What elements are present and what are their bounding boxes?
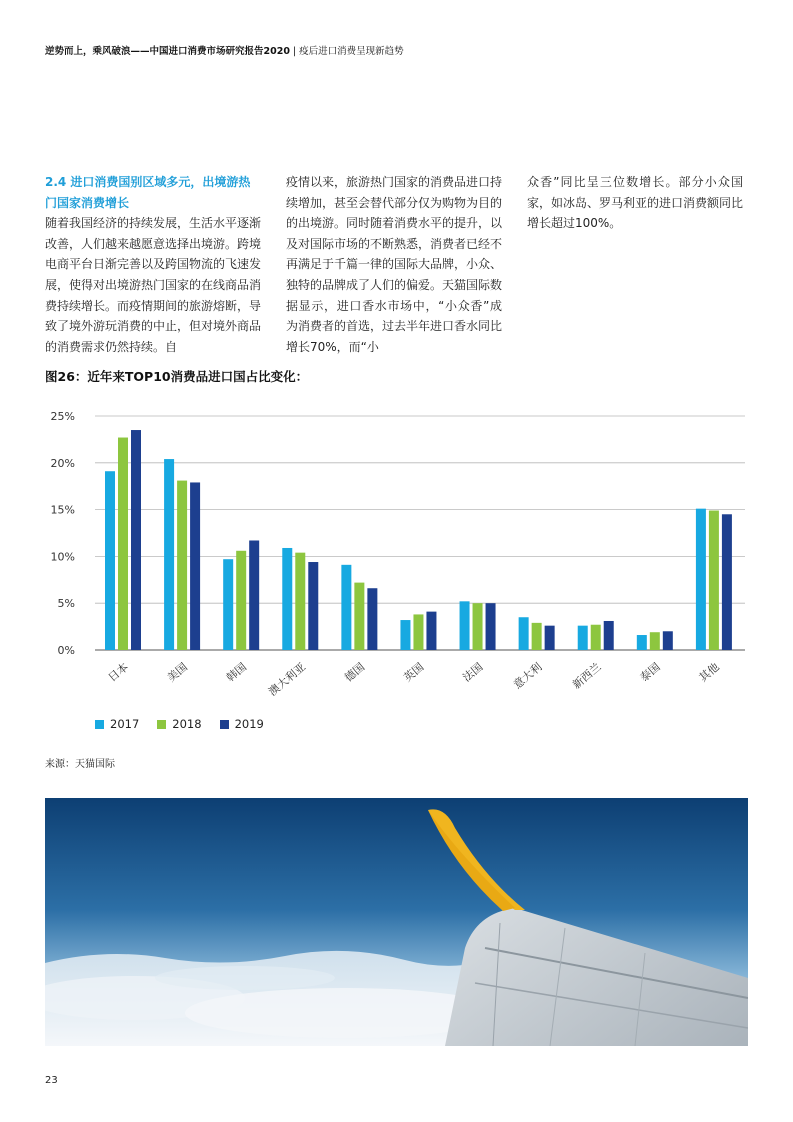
bar-2018 [295, 553, 305, 650]
bar-2018 [709, 511, 719, 650]
bar-2019 [545, 626, 555, 650]
chapter-subtitle: 疫后进口消费呈现新趋势 [299, 46, 404, 57]
bar-2018 [591, 625, 601, 650]
x-category-label: 美国 [164, 660, 191, 685]
bar-2017 [105, 471, 115, 650]
bar-2019 [190, 482, 200, 650]
bar-chart [45, 400, 750, 710]
text-column-3 [527, 172, 743, 234]
bar-2019 [308, 562, 318, 650]
x-category-label: 韩国 [223, 660, 250, 685]
paragraph-col1: 随着我国经济的持续发展，生活水平逐渐改善，人们越来越愿意选择出境游。跨境电商平台日渐完善以及跨国物流的飞速发展，使得对出境游热门国家的在线商品消费持续增长。而疫情期间的旅游熔断，导致了境外游玩消费的中止，但对境外商品的消费需求仍然持续。自 [45, 216, 262, 354]
legend-swatch [95, 720, 104, 729]
paragraph-col2: 疫情以来，旅游热门国家的消费品进口持续增加，甚至会替代部分仅为购物为目的的出境游。同时随着消费水平的提升，以及对国际市场的不断熟悉，消费者已经不再满足于千篇一律的国际大品牌，小众、独特的品牌成了人们的偏爱。天猫国际数据显示，进口香水市场中，“小众香”成为消费者的首选，过去半年进口香水同比增长70%，而“小 [286, 175, 503, 354]
x-category-label: 意大利 [510, 660, 545, 692]
x-category-label: 日本 [105, 660, 131, 685]
bar-2018 [413, 614, 423, 650]
text-column-1 [45, 172, 261, 357]
y-tick-label: 20% [50, 456, 75, 470]
running-header [45, 43, 404, 57]
bar-2019 [486, 603, 496, 650]
legend-label: 2017 [110, 717, 140, 731]
bar-2018 [650, 632, 660, 650]
bar-2017 [519, 617, 529, 650]
legend-swatch [220, 720, 229, 729]
bar-2019 [131, 430, 141, 650]
legend-label: 2019 [234, 717, 264, 731]
bar-2018 [177, 481, 187, 650]
page-number: 23 [45, 1075, 58, 1086]
y-tick-label: 0% [57, 644, 75, 657]
legend-item [95, 717, 139, 731]
bar-2019 [426, 612, 436, 650]
chart-legend [95, 717, 264, 731]
x-category-label: 英国 [401, 660, 427, 685]
x-category-label: 法国 [460, 660, 486, 685]
x-category-label: 德国 [342, 660, 368, 685]
bar-2019 [367, 588, 377, 650]
x-category-label: 泰国 [637, 660, 663, 685]
airplane-wing-photo [45, 798, 748, 1046]
bar-2018 [354, 583, 364, 650]
y-tick-label: 25% [50, 410, 75, 423]
bar-2018 [532, 623, 542, 650]
bar-2017 [223, 559, 233, 650]
report-title: 逆势而上，乘风破浪——中国进口消费市场研究报告2020 [45, 46, 290, 57]
bar-2017 [282, 548, 292, 650]
x-category-label: 其他 [696, 660, 722, 685]
y-tick-label: 10% [50, 550, 75, 564]
y-tick-label: 5% [57, 597, 75, 611]
bar-2019 [722, 514, 732, 650]
bar-2018 [473, 603, 483, 650]
x-category-label: 新西兰 [570, 660, 604, 692]
bar-2019 [663, 631, 673, 650]
legend-item [220, 717, 264, 731]
bar-2017 [164, 459, 174, 650]
bar-2017 [578, 626, 588, 650]
legend-swatch [157, 720, 166, 729]
legend-label: 2018 [172, 717, 202, 731]
bar-2017 [341, 565, 351, 650]
x-category-label: 澳大利亚 [266, 660, 309, 699]
bar-2018 [118, 438, 128, 650]
legend-item [157, 717, 201, 731]
bar-2017 [460, 601, 470, 650]
text-column-2 [286, 172, 502, 357]
bar-2019 [249, 540, 259, 650]
bar-2017 [637, 635, 647, 650]
paragraph-col3: 众香”同比呈三位数增长。部分小众国家，如冰岛、罗马利亚的进口消费额同比增长超过100%。 [527, 175, 744, 231]
y-tick-label: 15% [50, 503, 75, 517]
bar-2019 [604, 621, 614, 650]
figure-source: 来源：天猫国际 [45, 759, 115, 770]
figure-title: 图26：近年来TOP10消费品进口国占比变化： [45, 369, 309, 384]
bar-2018 [236, 551, 246, 650]
header-separator: | [292, 46, 297, 57]
bar-2017 [696, 509, 706, 650]
bar-2017 [400, 620, 410, 650]
section-title: 2.4 进口消费国别区域多元，出境游热门国家消费增长 [45, 175, 251, 210]
